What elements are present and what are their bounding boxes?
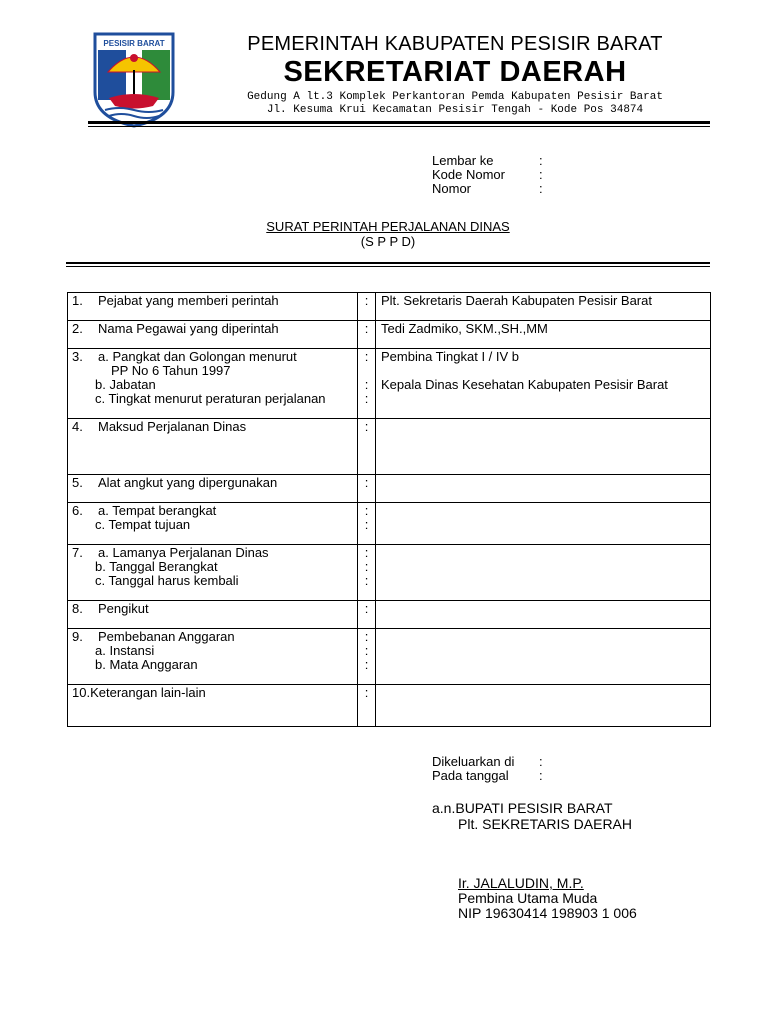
letterhead-address-2: Jl. Kesuma Krui Kecamatan Pesisir Tengah - Kode Pos 34874 — [266, 104, 644, 116]
row-value: Tedi Zadmiko, SKM.,SH.,MM — [376, 321, 711, 349]
kode-nomor-label: Kode Nomor — [432, 167, 505, 182]
row-sub-b: b. Jabatan — [95, 377, 156, 392]
row-value-a: Pembina Tingkat I / IV b — [381, 349, 520, 364]
row-label: Maksud Perjalanan Dinas — [98, 419, 247, 434]
signatory-nip: NIP 19630414 198903 1 006 — [458, 905, 637, 921]
row-sub-c: c. Tingkat menurut peraturan perjalanan — [95, 391, 326, 406]
table-row — [68, 475, 711, 503]
row-number: 4. — [72, 419, 83, 434]
row-colon: : — [358, 419, 376, 475]
row-number: 9. — [72, 629, 83, 644]
title-rule — [66, 262, 710, 264]
table-row — [68, 321, 711, 349]
document-title: SURAT PERINTAH PERJALANAN DINAS — [266, 219, 510, 234]
row-number: 6. — [72, 503, 83, 518]
table-row — [68, 601, 711, 629]
letterhead-address-1: Gedung A lt.3 Komplek Perkantoran Pemda Kabupaten Pesisir Barat — [247, 91, 663, 103]
row-sub-a: a. Lamanya Perjalanan Dinas — [98, 545, 269, 560]
lembar-colon: : — [539, 153, 543, 168]
row-value-b: Kepala Dinas Kesehatan Kabupaten Pesisir Barat — [381, 377, 668, 392]
row-number: 2. — [72, 321, 83, 336]
signature-position: Plt. SEKRETARIS DAERAH — [458, 816, 633, 832]
row-value — [376, 475, 711, 503]
row-sub-b: b. Mata Anggaran — [95, 657, 198, 672]
row-number: 1. — [72, 293, 83, 308]
row-value — [376, 503, 711, 545]
table-row — [68, 629, 711, 685]
kode-nomor-colon: : — [539, 167, 543, 182]
row-label: Pembebanan Anggaran — [98, 629, 235, 644]
row-sub-b: b. Tanggal Berangkat — [95, 559, 218, 574]
table-row — [68, 349, 711, 419]
row-label: Nama Pegawai yang diperintah — [98, 321, 279, 336]
row-value: Plt. Sekretaris Daerah Kabupaten Pesisir Barat — [376, 293, 711, 321]
row-sub-b: c. Tempat tujuan — [95, 517, 191, 532]
document-title-abbr: (S P P D) — [360, 234, 416, 249]
row-label: Alat angkut yang dipergunakan — [98, 475, 278, 490]
table-row — [68, 419, 711, 475]
nomor-colon: : — [539, 181, 543, 196]
row-colon: : — [358, 685, 376, 727]
row-sub-a: a. Pangkat dan Golongan menurut — [98, 349, 297, 364]
row-number: 5. — [72, 475, 83, 490]
title-rule-thin — [66, 266, 710, 267]
table-row — [68, 685, 711, 727]
issued-place-colon: : — [539, 754, 543, 769]
row-colon: : — [364, 503, 369, 518]
letterhead-office: SEKRETARIAT DAERAH — [283, 56, 627, 88]
row-value — [376, 685, 711, 727]
issued-date-label: Pada tanggal — [432, 768, 509, 783]
row-colon: : — [364, 573, 369, 588]
row-colon: : — [364, 643, 369, 658]
signatory-rank: Pembina Utama Muda — [458, 890, 598, 906]
row-colon: : — [364, 545, 369, 560]
row-colon: : — [358, 601, 376, 629]
row-colon: : — [364, 391, 369, 406]
row-sub-a2: PP No 6 Tahun 1997 — [111, 363, 231, 378]
sppd-form-table — [67, 292, 711, 727]
letterhead-government: PEMERINTAH KABUPATEN PESISIR BARAT — [247, 33, 663, 55]
row-colon: : — [358, 293, 376, 321]
row-label: Keterangan lain-lain — [90, 685, 206, 700]
table-row — [68, 293, 711, 321]
row-label: Pejabat yang memberi perintah — [98, 293, 279, 308]
row-colon: : — [358, 475, 376, 503]
table-row — [68, 503, 711, 545]
signatory-name: Ir. JALALUDIN, M.P. — [458, 875, 584, 891]
row-number: 10. — [72, 685, 91, 700]
row-colon: : — [364, 629, 369, 644]
row-number: 8. — [72, 601, 83, 616]
lembar-label: Lembar ke — [432, 153, 494, 168]
row-value — [376, 419, 711, 475]
row-colon: : — [358, 321, 376, 349]
row-value — [376, 601, 711, 629]
row-colon: : — [364, 657, 369, 672]
row-value — [376, 545, 711, 601]
signature-on-behalf: a.n.BUPATI PESISIR BARAT — [432, 800, 613, 816]
row-label: Pengikut — [98, 601, 149, 616]
issued-place-label: Dikeluarkan di — [432, 754, 515, 769]
row-number: 3. — [72, 349, 83, 364]
nomor-label: Nomor — [432, 181, 472, 196]
row-sub-a: a. Tempat berangkat — [98, 503, 217, 518]
letterhead-rule-thin — [88, 126, 710, 127]
letterhead-rule — [88, 121, 710, 124]
row-value — [376, 629, 711, 685]
row-sub-a: a. Instansi — [95, 643, 155, 658]
logo-text: PESISIR BARAT — [103, 39, 165, 48]
issued-date-colon: : — [539, 768, 543, 783]
row-colon: : — [364, 517, 369, 532]
row-colon: : — [364, 349, 369, 364]
row-colon: : — [364, 559, 369, 574]
row-sub-c: c. Tanggal harus kembali — [95, 573, 239, 588]
row-number: 7. — [72, 545, 83, 560]
regency-logo — [93, 32, 175, 128]
table-row — [68, 545, 711, 601]
row-colon: : — [364, 377, 369, 392]
